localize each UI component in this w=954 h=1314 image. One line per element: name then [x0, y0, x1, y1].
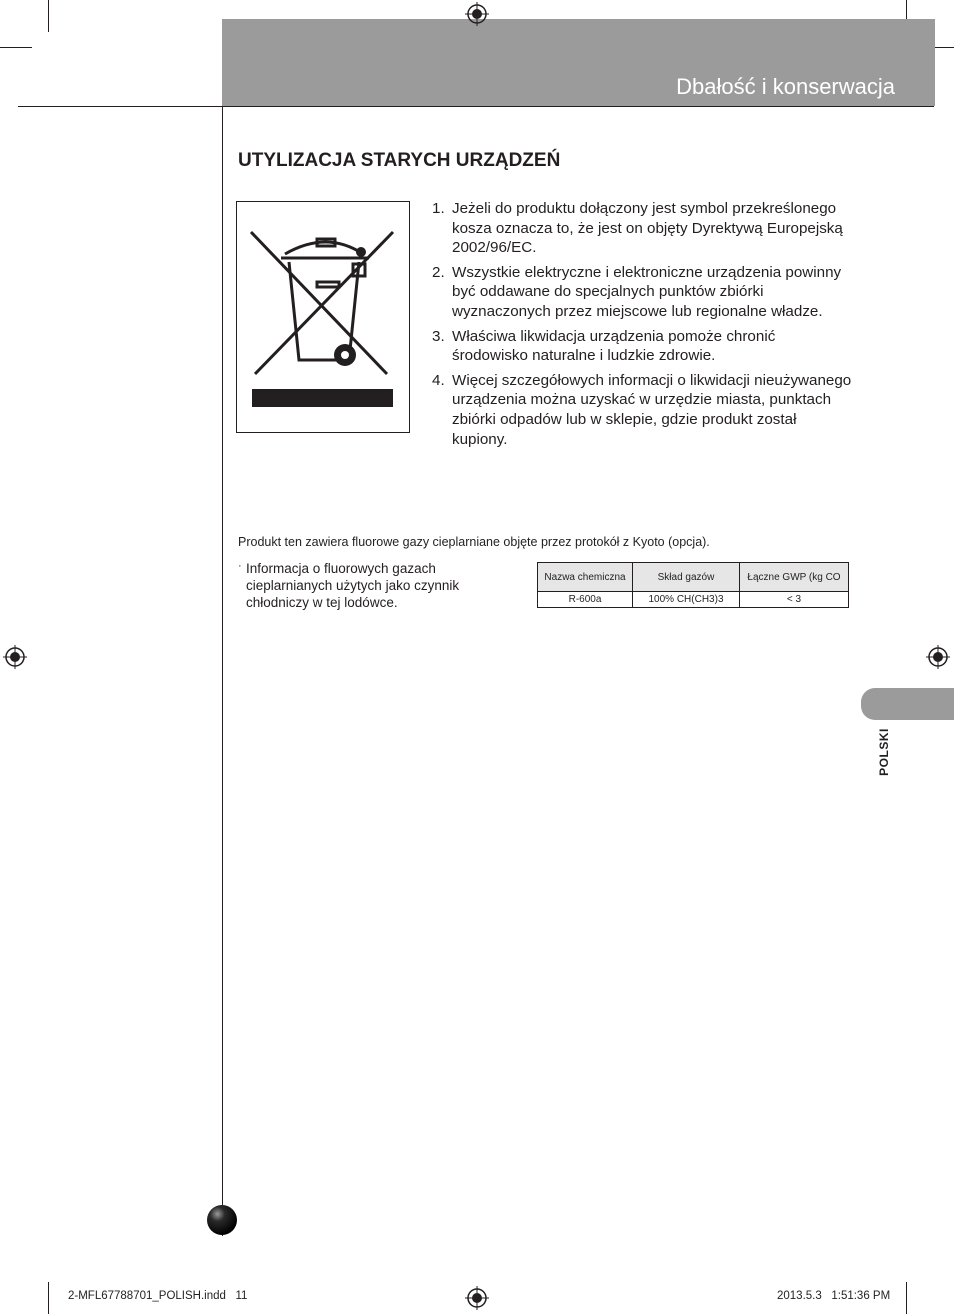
- crop-mark: [0, 47, 32, 48]
- list-number: 3.: [432, 327, 445, 345]
- registration-mark-icon: [926, 645, 950, 669]
- table-header-cell: Skład gazów: [633, 563, 740, 592]
- crop-mark: [48, 1282, 49, 1314]
- list-item-text: Wszystkie elektryczne i elektroniczne urządzenia powinny być oddawane do specjalnych punktów zbiórki wyznaczonych przez miejscowe lub regionalne władze.: [452, 263, 842, 320]
- table-header-cell: Nazwa chemiczna: [538, 563, 633, 592]
- registration-mark-icon: [465, 2, 489, 26]
- table-row: [538, 592, 849, 608]
- table-cell: < 3: [740, 592, 849, 608]
- list-item-text: Jeżeli do produktu dołączony jest symbol przekreślonego kosza oznacza to, że jest on objęty Dyrektywą Europejską 2002/96/EC.: [452, 200, 843, 257]
- registration-mark-icon: [3, 645, 27, 669]
- table-cell: 100% CH(CH3)3: [633, 592, 740, 608]
- list-item-text: Więcej szczegółowych informacji o likwidacji nieużywanego urządzenia można uzyskać w urzędzie miasta, punktach zbiórki odpadów lub w sklepie, gdzie produkt został kupiony.: [452, 371, 852, 448]
- refrigerant-info-text: Informacja o fluorowych gazach cieplarnianych użytych jako czynnik chłodniczy w tej lodówce.: [246, 561, 460, 610]
- language-tab-label: POLSKI: [877, 728, 891, 776]
- header-band: [222, 19, 935, 106]
- list-item: [432, 263, 852, 322]
- refrigerant-info-note: [238, 560, 498, 611]
- refrigerant-gas-table: [537, 562, 849, 608]
- table-header-cell: Łączne GWP (kg CO: [740, 563, 849, 592]
- table-header-row: [538, 563, 849, 592]
- crossed-out-wheelie-bin-icon: [237, 202, 409, 432]
- list-item-text: Właściwa likwidacja urządzenia pomoże chronić środowisko naturalne i ludzkie zdrowie.: [452, 327, 776, 365]
- list-item: [432, 371, 852, 449]
- disposal-instructions-list: [432, 199, 852, 454]
- list-number: 4.: [432, 371, 445, 389]
- list-item: [432, 327, 852, 366]
- footer-timestamp: 2013.5.3 1:51:36 PM: [777, 1290, 891, 1302]
- list-number: 2.: [432, 263, 445, 281]
- list-number: 1.: [432, 200, 445, 217]
- left-margin-rule: [222, 106, 223, 1236]
- list-item: [432, 199, 852, 258]
- page-sphere-icon: [206, 1204, 238, 1236]
- crop-mark: [48, 0, 49, 32]
- bullet-mark: ·: [238, 560, 242, 572]
- kyoto-note: Produkt ten zawiera fluorowe gazy cieplarniane objęte przez protokół z Kyoto (opcja).: [238, 535, 710, 549]
- table-cell: R-600a: [538, 592, 633, 608]
- language-side-tab: [861, 688, 954, 720]
- registration-mark-icon: [465, 1286, 489, 1310]
- footer-file-info: 2-MFL67788701_POLISH.indd 11: [68, 1290, 248, 1302]
- crop-mark: [906, 1282, 907, 1314]
- page-title: Dbałość i konserwacja: [676, 74, 895, 99]
- section-title: UTYLIZACJA STARYCH URZĄDZEŃ: [238, 150, 561, 171]
- weee-symbol-box: [236, 201, 410, 433]
- header-rule: [18, 106, 934, 107]
